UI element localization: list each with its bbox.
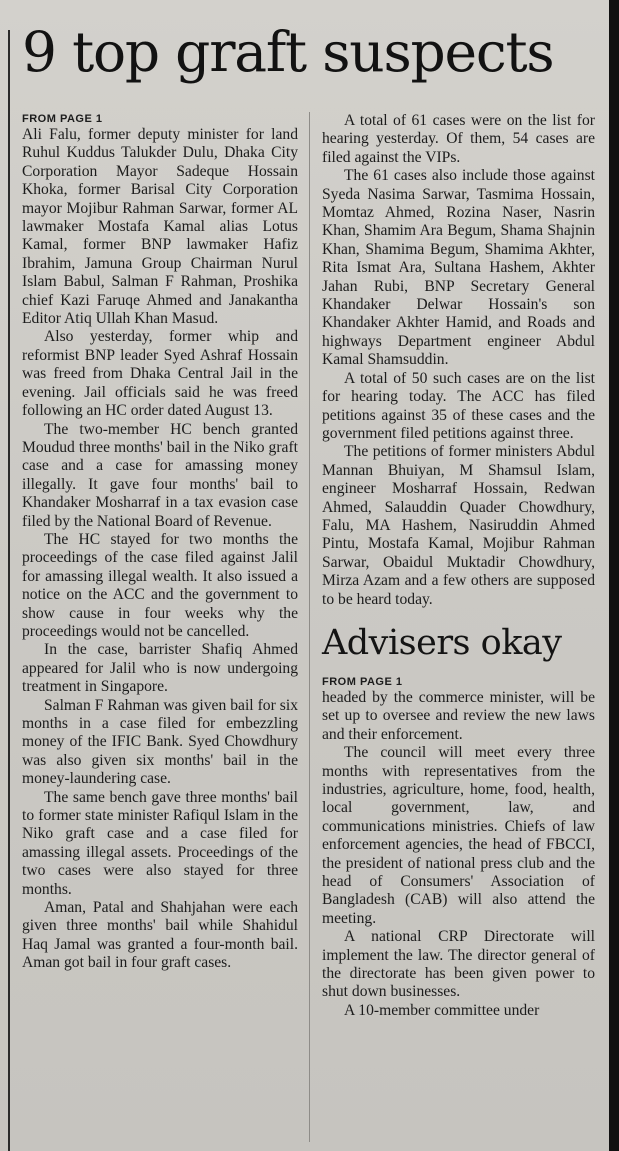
- article-paragraph: The petitions of former ministers Abdul Mannan Bhuiyan, M Shamsul Islam, engineer Mosharraf Hossain, Redwan Ahmed, Salauddin Quader Chowdhury, Falu, MA Hashem, Nasiruddin Ahmed Pintu, Mostafa Kamal, Mojibur Rahman Sarwar, Obaidul Muktadir Chowdhury, Mirza Azam and a few others are supposed to be heard today.: [322, 443, 595, 608]
- left-column: [22, 112, 298, 973]
- article-paragraph: Aman, Patal and Shahjahan were each given three months' bail while Shahidul Haq Jamal was granted a four-month bail. Aman got bail in four graft cases.: [22, 899, 298, 972]
- article-paragraph: Ali Falu, former deputy minister for land Ruhul Kuddus Talukder Dulu, Dhaka City Corporation Mayor Sadeque Hossain Khoka, former Barisal City Corporation mayor Mojibur Rahman Sarwar, former AL lawmaker Mostafa Kamal alias Lotus Kamal, former BNP lawmaker Hafiz Ibrahim, Jamuna Group Chairman Nurul Islam Babul, Salman F Rahman, Proshika chief Kazi Faruqe Ahmed and Janakantha Editor Atiq Ullah Khan Masud.: [22, 126, 298, 328]
- article-paragraph: The two-member HC bench granted Moudud three months' bail in the Niko graft case and a case for amassing money illegally. It gave four months' bail to Khandaker Mosharraf in a tax evasion case filed by the National Board of Revenue.: [22, 420, 298, 530]
- kicker-from-page: FROM PAGE 1: [22, 113, 103, 125]
- second-story-headline: Advisers okay: [322, 622, 562, 663]
- article-paragraph: The council will meet every three months with representatives from the industries, agriculture, home, food, health, local government, law, and communications ministries. Chiefs of law enforcement agencies, the head of FBCCI, the president of national press club and the head of Consumers' Association of Bangladesh (CAB) will also attend the meeting.: [322, 744, 595, 927]
- article-paragraph: The HC stayed for two months the proceedings of the case filed against Jalil for amassing illegal wealth. It also issued a notice on the ACC and the government to show cause in four weeks why the proceedings would not be cancelled.: [22, 530, 298, 640]
- column-rule-left: [8, 30, 10, 1151]
- article-paragraph: A national CRP Directorate will implement the law. The director general of the directorate has been given power to shut down businesses.: [322, 928, 595, 1001]
- main-headline: 9 top graft suspects: [22, 20, 554, 84]
- article-paragraph: A total of 61 cases were on the list for hearing yesterday. Of them, 54 cases are filed against the VIPs.: [322, 112, 595, 166]
- article-paragraph: In the case, barrister Shafiq Ahmed appeared for Jalil who is now undergoing treatment in Singapore.: [22, 641, 298, 696]
- column-divider: [309, 112, 310, 1142]
- page-edge-shadow: [609, 0, 619, 1151]
- article-paragraph: A total of 50 such cases are on the list for hearing today. The ACC has filed petitions against 35 of these cases and the government filed petitions against three.: [322, 369, 595, 442]
- right-column: [322, 112, 595, 1020]
- kicker-from-page: FROM PAGE 1: [322, 675, 403, 688]
- article-paragraph: headed by the commerce minister, will be set up to oversee and review the new laws and their enforcement.: [322, 688, 595, 743]
- article-paragraph: The 61 cases also include those against Syeda Nasima Sarwar, Tasmima Hossain, Momtaz Ahmed, Rozina Naser, Nasrin Khan, Shamim Ara Begum, Shama Shajnin Khan, Shamima Begum, Shamima Akhter, Rita Ismat Ara, Sultana Hashem, Akhter Jahan Rubi, BNP Secretary General Khandaker Delwar Hossain's son Khandaker Akhter Hamid, and Roads and highways Department engineer Abdul Kamal Shamsuddin.: [322, 167, 595, 369]
- article-paragraph: Also yesterday, former whip and reformist BNP leader Syed Ashraf Hossain was freed from Dhaka Central Jail in the evening. Jail officials said he was freed following an HC order dated August 13.: [22, 328, 298, 420]
- article-paragraph: Salman F Rahman was given bail for six months in a case filed for embezzling money of the IFIC Bank. Syed Chowdhury was also given six months' bail in the money-laundering case.: [22, 696, 298, 788]
- article-paragraph: The same bench gave three months' bail to former state minister Rafiqul Islam in the Niko graft case and a case filed for amassing illegal assets. Proceedings of the two cases were also stayed for three months.: [22, 788, 298, 898]
- article-paragraph: A 10-member committee under: [344, 1001, 540, 1019]
